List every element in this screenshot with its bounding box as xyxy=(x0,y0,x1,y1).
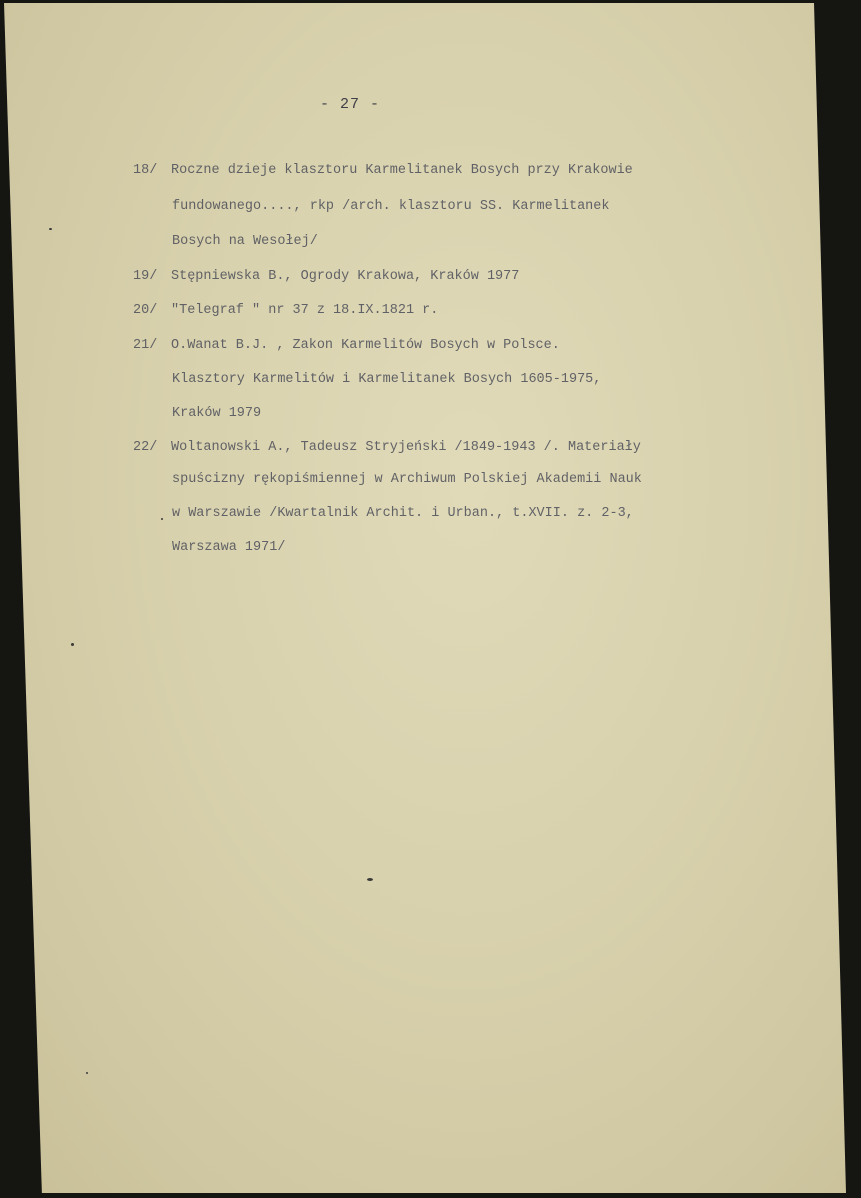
reference-21-line-2: Klasztory Karmelitów i Karmelitanek Bosych 1605-1975, xyxy=(172,372,602,387)
reference-18-line-3: Bosych na Wesołej/ xyxy=(172,234,318,249)
reference-20-line-1 xyxy=(133,303,438,318)
reference-18-number: 18/ xyxy=(133,163,158,178)
reference-22-line-4: Warszawa 1971/ xyxy=(172,540,286,555)
reference-18-line-2: fundowanego...., rkp /arch. klasztoru SS. Karmelitanek xyxy=(172,199,610,214)
ink-speck xyxy=(49,228,52,230)
reference-19-number: 19/ xyxy=(133,269,158,284)
ink-speck xyxy=(367,878,373,881)
ink-speck xyxy=(86,1072,88,1074)
reference-18-line-1 xyxy=(133,163,633,178)
reference-22-text-1: Woltanowski A., Tadeusz Stryjeński /1849-1943 /. Materiały xyxy=(171,440,641,455)
page-number: - 27 - xyxy=(319,96,380,113)
ink-speck xyxy=(161,518,163,520)
ink-speck xyxy=(71,643,74,646)
reference-19-text-1: Stępniewska B., Ogrody Krakowa, Kraków 1977 xyxy=(171,269,520,284)
reference-21-text-1: O.Wanat B.J. , Zakon Karmelitów Bosych w Polsce. xyxy=(171,338,560,353)
reference-22-line-1 xyxy=(133,440,641,455)
reference-20-text-1: "Telegraf " nr 37 z 18.IX.1821 r. xyxy=(171,303,439,318)
reference-21-number: 21/ xyxy=(133,338,158,353)
reference-19-line-1 xyxy=(133,269,519,284)
reference-22-line-2: spuścizny rękopiśmiennej w Archiwum Polskiej Akademii Nauk xyxy=(172,472,642,487)
reference-22-number: 22/ xyxy=(133,440,158,455)
reference-20-number: 20/ xyxy=(133,303,158,318)
reference-21-line-1 xyxy=(133,338,560,353)
reference-22-line-3: w Warszawie /Kwartalnik Archit. i Urban., t.XVII. z. 2-3, xyxy=(172,506,634,521)
reference-18-text-1: Roczne dzieje klasztoru Karmelitanek Bosych przy Krakowie xyxy=(171,163,633,178)
reference-21-line-3: Kraków 1979 xyxy=(172,406,262,421)
paper-sheet xyxy=(4,3,846,1193)
